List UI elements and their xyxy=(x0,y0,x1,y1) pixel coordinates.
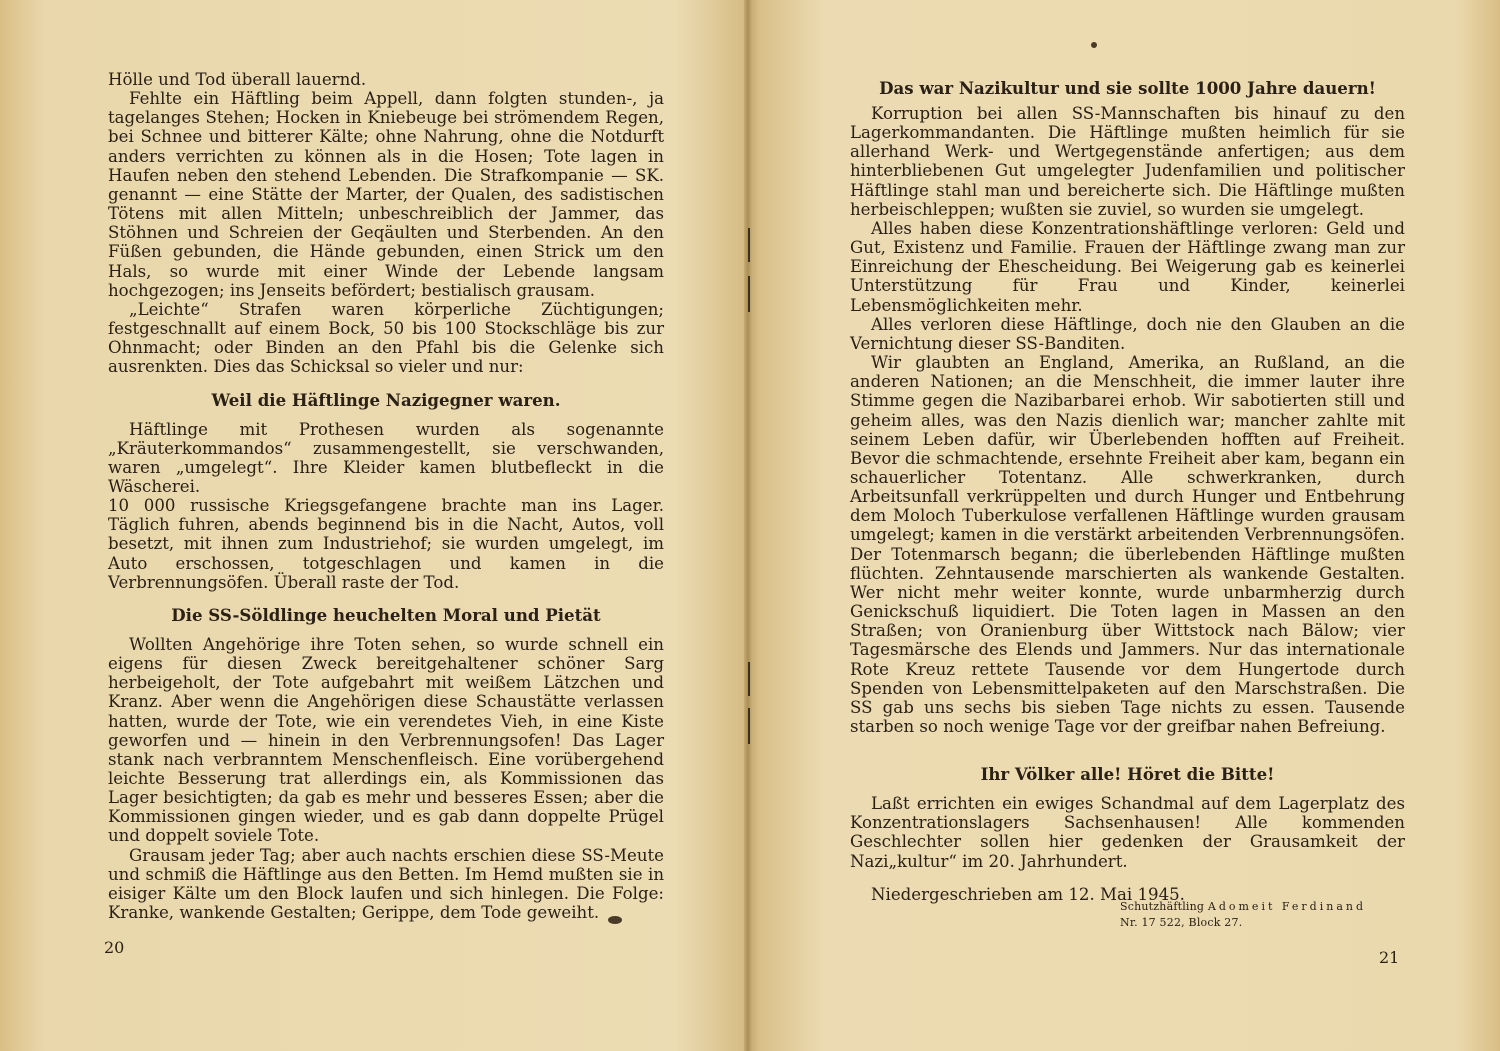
signature-prefix: Schutzhäftling xyxy=(1120,900,1205,913)
staple-mark xyxy=(748,708,750,744)
staple-mark xyxy=(748,276,750,312)
paragraph: Alles haben diese Konzentrationshäftlinge verloren: Geld und Gut, Existenz und Familie. Frauen der Häftlinge zwang man zur Einreichung der Ehescheidung. Bei Weigerung gab es keinerlei Unterstützung für Frau und Kinder, keinerlei Lebensmöglichkeiten mehr. xyxy=(850,218,1405,315)
signature-block xyxy=(1120,899,1420,931)
staple-mark xyxy=(748,662,750,696)
paragraph: Wir glaubten an England, Amerika, an Rußland, an die anderen Nationen; an die Menschheit, die immer lauter ihre Stimme gegen die Nazibarbarei erhob. Wir sabotierten still und geheim alles, was den Nazis dienlich war; mancher zahlte mit seinem Leben dafür, wir Überlebenden hofften auf Freiheit. Bevor die schmachtende, ersehnte Freiheit aber kam, begann ein schauerlicher Totentanz. Alle schwerkranken, durch Arbeitsunfall verkrüppelten und durch Hunger und Entbehrung dem Moloch Tuberkulose verfallenen Häftlinge wurden grausam umgelegt; kamen in die verstärkt arbeitenden Verbrennungsöfen. Der Totenmarsch begann; die überlebenden Häftlinge mußten flüchten. Zehntausende marschierten als wankende Gestalten. Wer nicht mehr weiter konnte, wurde unbarmherzig durch Genickschuß liquidiert. Die Toten lagen in Massen an den Straßen; von Oranienburg über Wittstock nach Bälow; vier Tagesmärsche des Elends und Jammers. Nur das internationale Rote Kreuz rettete Tausende vor dem Hungertode durch Spenden von Lebensmittelpaketen auf den Marschstraßen. Die SS gab uns sechs bis sieben Tage nichts zu essen. Tausende starben so noch wenige Tage vor der greifbar nahen Befreiung. xyxy=(850,353,1405,736)
section-heading: Ihr Völker alle! Höret die Bitte! xyxy=(980,764,1275,785)
section-heading: Die SS-Söldlinge heuchelten Moral und Pietät xyxy=(171,604,601,625)
signature-number: Nr. 17 522, Block 27. xyxy=(1120,916,1243,929)
left-page-text xyxy=(108,70,664,922)
page-number-right: 21 xyxy=(1379,948,1400,967)
paragraph: Alles verloren diese Häftlinge, doch nie den Glauben an die Vernichtung dieser SS-Banditen. xyxy=(850,314,1405,353)
section-heading: Das war Nazikultur und sie sollte 1000 Jahre dauern! xyxy=(879,78,1376,98)
right-page-text xyxy=(850,78,1405,904)
paragraph: Korruption bei allen SS-Mannschaften bis hinauf zu den Lagerkommandanten. Die Häftlinge mußten heimlich für sie allerhand Werk- und Wertgegenstände anfertigen; aus dem hinterbliebenen Gut umgelegter Judenfamilien und politischer Häftlinge stahl man und bereicherte sich. Die Häftlinge mußten herbeischleppen; wußten sie zuviel, so wurden sie umgelegt. xyxy=(850,104,1405,219)
section-heading: Weil die Häftlinge Nazigegner waren. xyxy=(211,389,561,410)
left-page xyxy=(0,0,748,1051)
ink-speck xyxy=(608,916,622,924)
staple-mark xyxy=(748,228,750,262)
right-page xyxy=(752,0,1500,1051)
paragraph: 10 000 russische Kriegsgefangene brachte man ins Lager. Täglich fuhren, abends beginnend bis in die Nacht, Autos, voll besetzt, mit ihnen zum Industriehof; sie wurden umgelegt, im Auto erschossen, totgeschlagen und kamen in die Verbrennungsöfen. Überall raste der Tod. xyxy=(108,496,664,592)
paragraph: Häftlinge mit Prothesen wurden als sogenannte „Kräuterkommandos“ zusammengestellt, sie verschwanden, waren „umgelegt“. Ihre Kleider kamen blutbefleckt in die Wäscherei. xyxy=(108,419,664,496)
paragraph: Wollten Angehörige ihre Toten sehen, so wurde schnell ein eigens für diesen Zweck bereitgehaltener schöner Sarg herbeigeholt, der Tote aufgebahrt mit weißem Lätzchen und Kranz. Aber wenn die Angehörigen diese Schaustätte verlassen hatten, wurde der Tote, wie ein verendetes Vieh, in eine Kiste geworfen und — hinein in den Verbrennungsofen! Das Lager stank nach verbranntem Menschenfleisch. Eine vorübergehend leichte Besserung trat allerdings ein, als Kommissionen das Lager besichtigten; da gab es mehr und besseres Essen; aber die Kommissionen gingen wieder, und es gab dann doppelte Prügel und doppelt soviele Tote. xyxy=(108,634,664,846)
closing-line: Niedergeschrieben am 12. Mai 1945. xyxy=(871,884,1185,904)
signature-name: Adomeit Ferdinand xyxy=(1207,900,1367,913)
page-number-left: 20 xyxy=(104,938,125,957)
paragraph: Grausam jeder Tag; aber auch nachts erschien diese SS-Meute und schmiß die Häftlinge aus den Betten. Im Hemd mußten sie in eisiger Kälte um den Block laufen und sich hinlegen. Die Folge: Kranke, wankende Gestalten; Gerippe, dem Tode geweiht. xyxy=(108,845,664,923)
paragraph: Laßt errichten ein ewiges Schandmal auf dem Lagerplatz des Konzentrationslagers Sachsenhausen! Alle kommenden Geschlechter sollen hier gedenken der Grausamkeit der Nazi„kultur“ im 20. Jahrhundert. xyxy=(850,794,1405,871)
paragraph: Fehlte ein Häftling beim Appell, dann folgten stunden-, ja tagelanges Stehen; Hocken in Kniebeuge bei strömendem Regen, bei Schnee und bitterer Kälte; ohne Nahrung, ohne die Notdurft anders verrichten zu können als in die Hosen; Tote lagen in Haufen neben den stehend Lebenden. Die Strafkompanie — SK. genannt — eine Stätte der Marter, der Qualen, des sadistischen Tötens mit allen Mitteln; unbeschreiblich der Jammer, das Stöhnen und Schreien der Geqäulten und Sterbenden. An den Füßen gebunden, die Hände gebunden, einen Strick um den Hals, so wurde mit einer Winde der Lebende langsam hochgezogen; ins Jenseits befördert; bestialisch grausam. xyxy=(108,89,664,300)
paragraph: „Leichte“ Strafen waren körperliche Züchtigungen; festgeschnallt auf einem Bock, 50 bis 100 Stockschläge bis zur Ohnmacht; oder Binden an den Pfahl bis die Gelenke sich ausrenkten. Dies das Schicksal so vieler und nur: xyxy=(108,299,664,377)
paragraph: Hölle und Tod überall lauernd. xyxy=(108,70,367,89)
ink-speck xyxy=(1091,42,1097,48)
